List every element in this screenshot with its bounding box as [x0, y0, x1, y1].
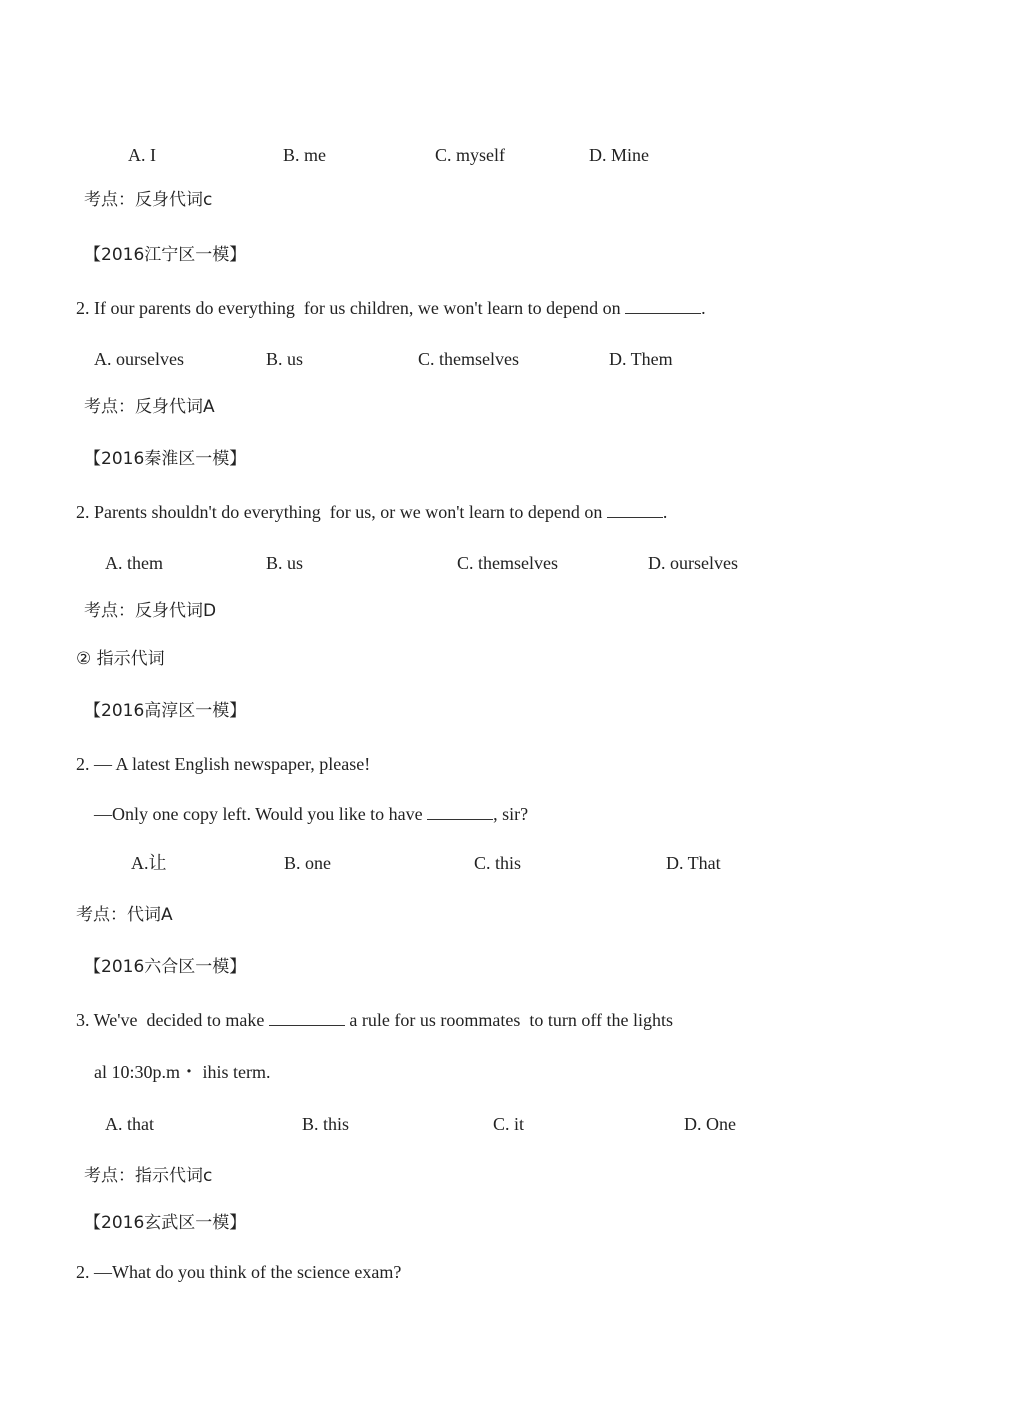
section-header: 【2016六合区一模】	[84, 957, 247, 977]
question-text: 2. —What do you think of the science exam?	[76, 1262, 402, 1282]
answer-blank	[427, 803, 493, 820]
option-b: B. me	[283, 145, 326, 165]
option-a: A. that	[105, 1114, 154, 1134]
question-text: 3. We've decided to make a rule for us roommates to turn off the lights	[76, 1010, 674, 1030]
exam-point: 考点：反身代词A	[84, 397, 215, 417]
option-d: D. ourselves	[648, 553, 738, 573]
option-a: A. them	[105, 553, 163, 573]
answer-blank	[607, 501, 663, 518]
option-b: B. one	[284, 853, 331, 873]
question-text-line2: —Only one copy left. Would you like to have , sir?	[94, 804, 529, 824]
exam-point: 考点：反身代词D	[84, 601, 217, 621]
exam-point: 考点：反身代词c	[84, 190, 213, 210]
question-text: 2. If our parents do everything for us children, we won't learn to depend on .	[76, 298, 706, 318]
question-text: 2. — A latest English newspaper, please!	[76, 754, 371, 774]
option-b: B. this	[302, 1114, 350, 1134]
option-b: B. us	[266, 553, 304, 573]
option-b: B. us	[266, 349, 304, 369]
option-a: A.让	[131, 853, 167, 873]
question-text: 2. Parents shouldn't do everything for us, or we won't learn to depend on .	[76, 502, 668, 522]
option-d: D. Mine	[589, 145, 649, 165]
option-c: C. themselves	[418, 349, 519, 369]
option-c: C. myself	[435, 145, 505, 165]
section-header: 【2016江宁区一模】	[84, 245, 247, 265]
option-d: D. That	[666, 853, 721, 873]
option-c: C. it	[493, 1114, 525, 1134]
option-d: D. Them	[609, 349, 673, 369]
answer-blank	[625, 297, 701, 314]
section-header: 【2016高淳区一模】	[84, 701, 247, 721]
answer-blank	[269, 1009, 345, 1026]
option-a: A. I	[128, 145, 156, 165]
exam-point: 考点：指示代词c	[84, 1166, 213, 1186]
option-a: A. ourselves	[94, 349, 184, 369]
exam-point: 考点：代词A	[76, 905, 173, 925]
section-header: 【2016玄武区一模】	[84, 1213, 247, 1233]
option-c: C. this	[474, 853, 522, 873]
category-heading: ② 指示代词	[76, 649, 165, 669]
option-c: C. themselves	[457, 553, 558, 573]
question-text-line2: al 10:30p.m・ ihis term.	[94, 1062, 271, 1082]
section-header: 【2016秦淮区一模】	[84, 449, 247, 469]
option-d: D. One	[684, 1114, 736, 1134]
